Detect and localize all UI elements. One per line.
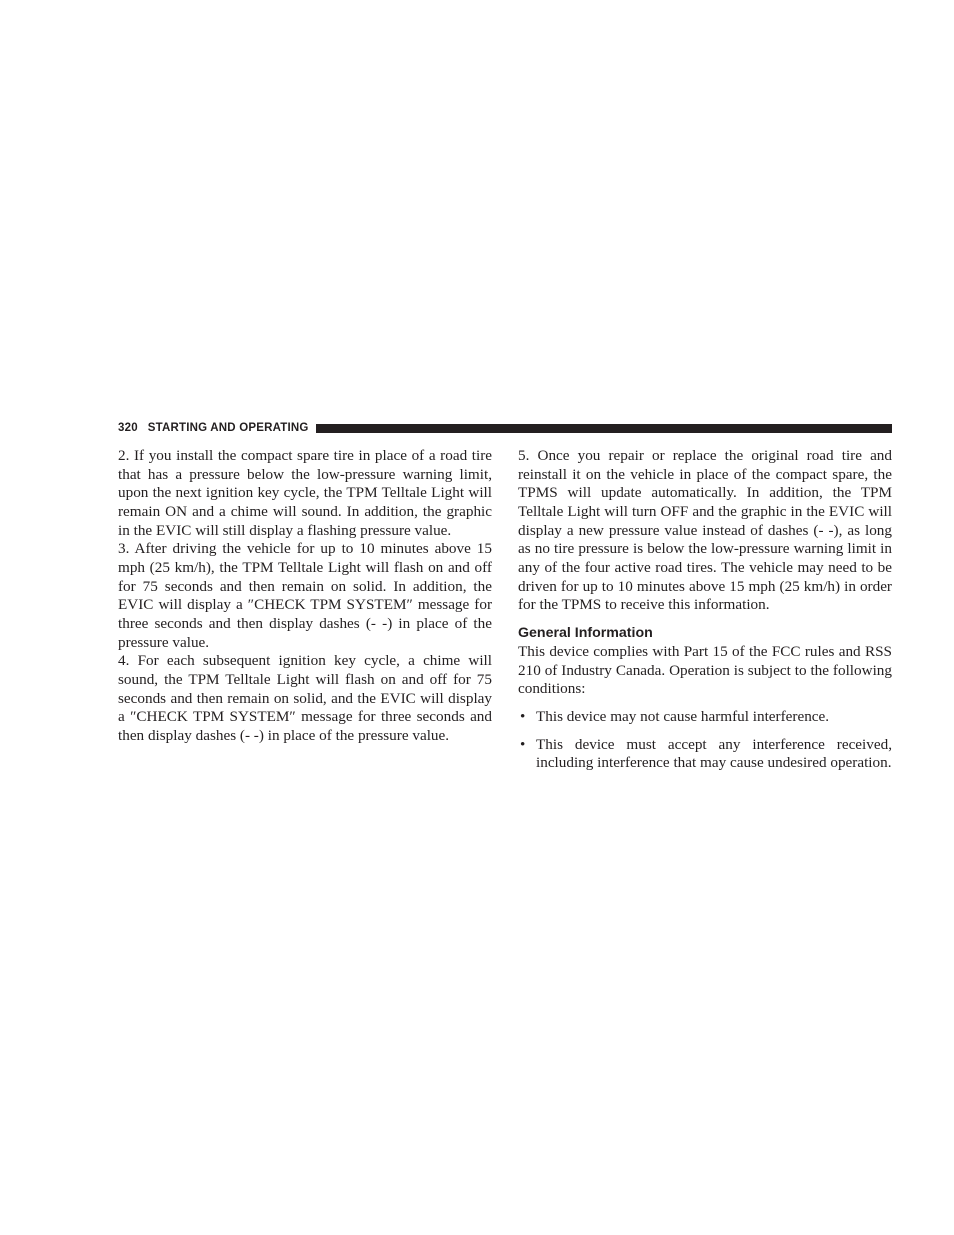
conditions-list (518, 708, 892, 773)
list-item (518, 708, 892, 727)
list-item-text: This device may not cause harmful interference. (536, 707, 830, 725)
list-item (518, 736, 892, 773)
section-heading: General Information (518, 624, 653, 641)
right-column (518, 447, 892, 773)
bullet-icon: • (520, 735, 526, 753)
paragraph-step-5: 5. Once you repair or replace the original road tire and reinstall it on the vehicle in place of the compact spare, the TPMS will update automatically. In addition, the TPM Telltale Light will turn OFF and the graphic in the EVIC will display a new pressure value instead of dashes (- -), as long as no tire pressure is below the low-pressure warning limit in any of the four active road tires. The vehicle may need to be driven for up to 10 minutes above 15 mph (25 km/h) in order for the TPMS to receive this information. (518, 447, 892, 614)
section-title: STARTING AND OPERATING (147, 422, 309, 434)
bullet-icon: • (520, 707, 526, 725)
page-header (118, 420, 892, 436)
left-column (118, 447, 492, 746)
page-number: 320 (118, 422, 138, 434)
paragraph-step-3: 3. After driving the vehicle for up to 10 minutes above 15 mph (25 km/h), the TPM Telltale Light will flash on and off for 75 seconds and then remain on solid. In addition, the EVIC will display a ″CHECK TPM SYSTEM″ message for three seconds and then display dashes (- -) in place of the pressure value. (118, 540, 492, 651)
paragraph-step-2: 2. If you install the compact spare tire in place of a road tire that has a pressure below the low-pressure warning limit, upon the next ignition key cycle, the TPM Telltale Light will remain ON and a chime will sound. In addition, the graphic in the EVIC will still display a flashing pressure value. (118, 447, 492, 539)
header-rule (316, 424, 892, 433)
fcc-intro-paragraph: This device complies with Part 15 of the FCC rules and RSS 210 of Industry Canada. Operation is subject to the following conditions: (518, 642, 892, 698)
list-item-text: This device must accept any interference received, including interference that may cause undesired operation. (536, 735, 892, 772)
paragraph-step-4: 4. For each subsequent ignition key cycle, a chime will sound, the TPM Telltale Light will flash on and off for 75 seconds and then remain on solid, and the EVIC will display a ″CHECK TPM SYSTEM″ message for three seconds and then display dashes (- -) in place of the pressure value. (118, 652, 492, 744)
